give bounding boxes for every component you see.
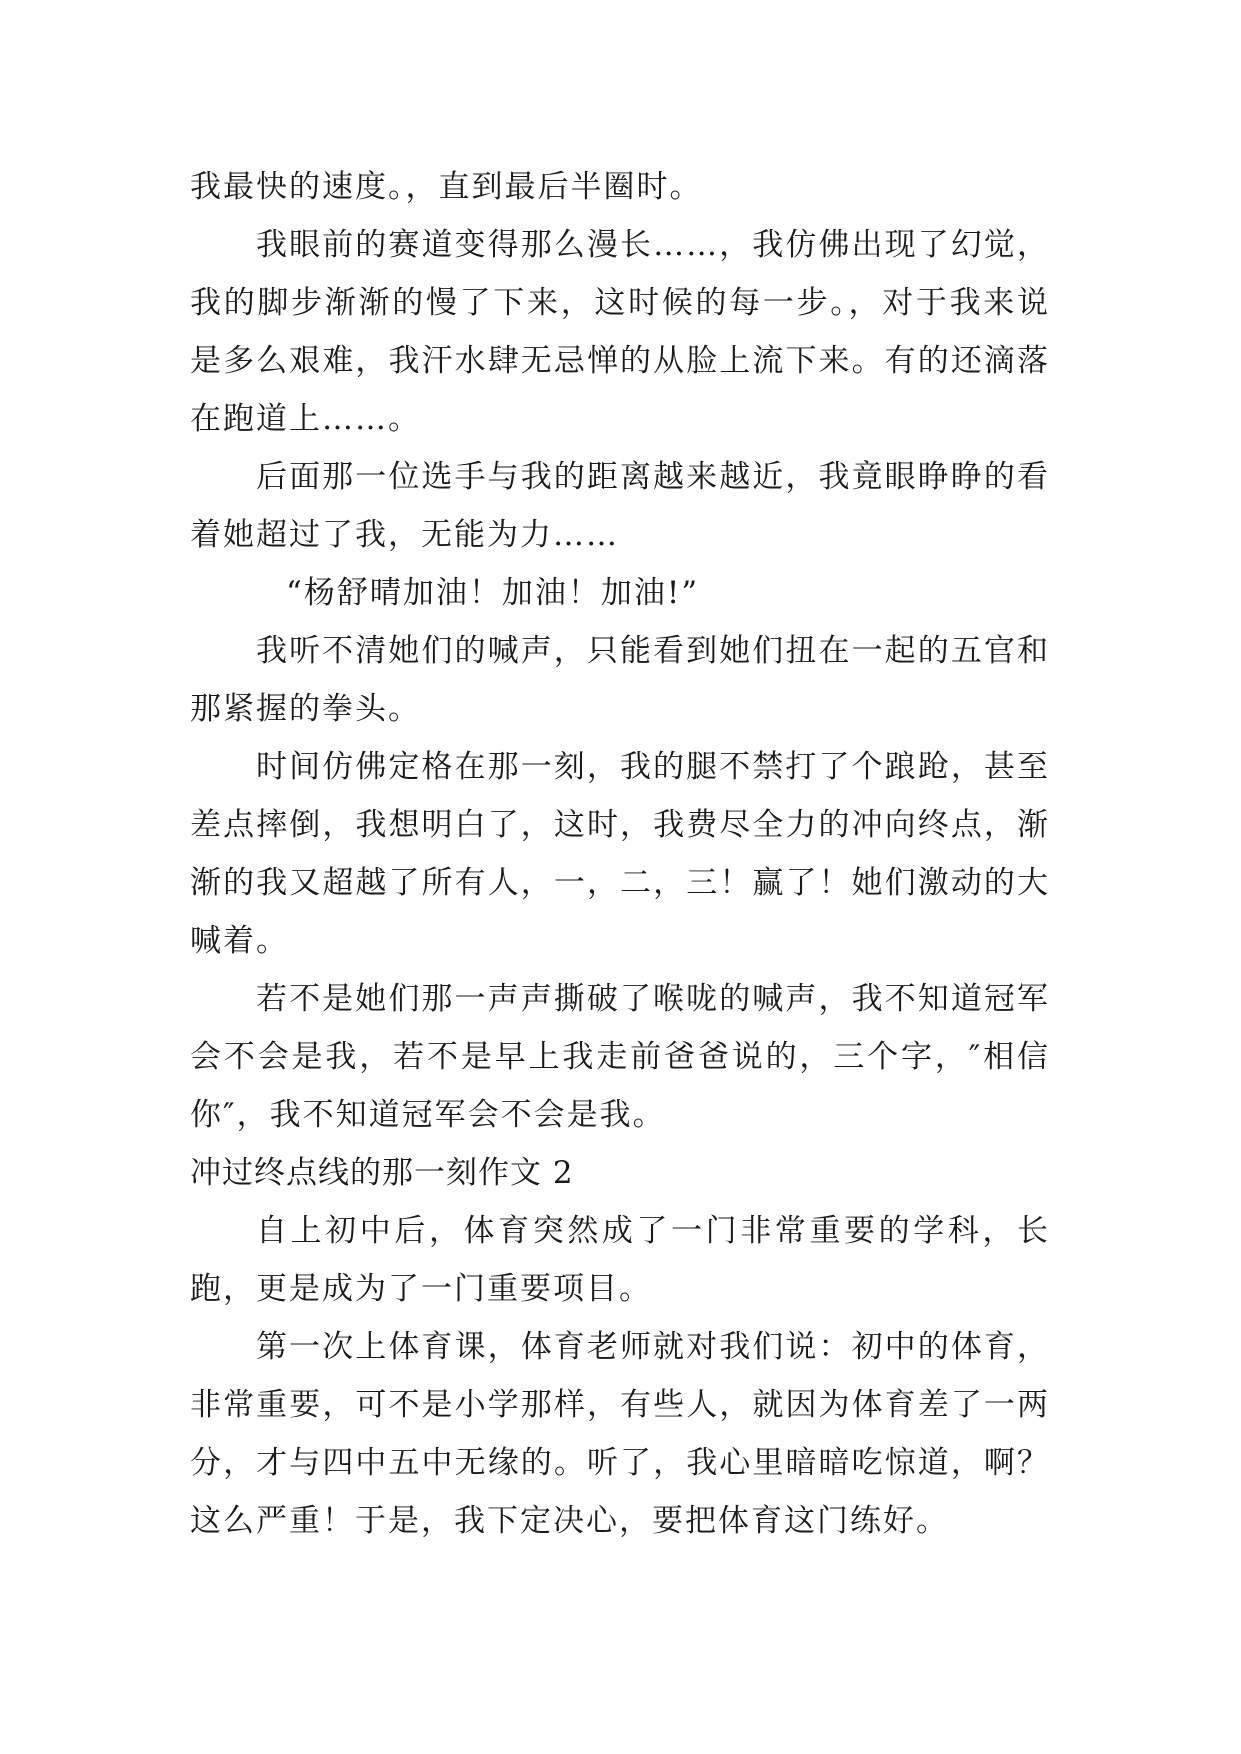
paragraph-8: 自上初中后，体育突然成了一门非常重要的学科，长跑，更是成为了一门重要项目。 xyxy=(190,1213,1050,1307)
paragraph-7: 若不是她们那一声声撕破了喉咙的喊声，我不知道冠军会不会是我，若不是早上我走前爸爸说的，三个字，″相信你″，我不知道冠军会不会是我。 xyxy=(190,981,1050,1133)
paragraph-4-quote: “杨舒晴加油！加油！加油!” xyxy=(286,575,700,611)
paragraph-3: 后面那一位选手与我的距离越来越近，我竟眼睁睁的看着她超过了我，无能为力…… xyxy=(190,459,1050,553)
paragraph-9: 第一次上体育课，体育老师就对我们说：初中的体育，非常重要，可不是小学那样，有些人，就因为体育差了一两分，才与四中五中无缘的。听了，我心里暗暗吃惊道，啊？这么严重！于是，我下定决心，要把体育这门练好。 xyxy=(190,1329,1050,1539)
paragraph-2: 我眼前的赛道变得那么漫长……，我仿佛出现了幻觉，我的脚步渐渐的慢了下来，这时候的每一步。，对于我来说是多么艰难，我汗水肆无忌惮的从脸上流下来。有的还滴落在跑道上……。 xyxy=(190,227,1050,437)
document-body xyxy=(190,158,1050,1550)
paragraph-5: 我听不清她们的喊声，只能看到她们扭在一起的五官和那紧握的拳头。 xyxy=(190,633,1050,727)
paragraph-6: 时间仿佛定格在那一刻，我的腿不禁打了个踉跄，甚至差点摔倒，我想明白了，这时，我费尽全力的冲向终点，渐渐的我又超越了所有人，一，二，三！赢了！她们激动的大喊着。 xyxy=(190,749,1050,959)
section-title: 冲过终点线的那一刻作文 2 xyxy=(190,1155,574,1191)
paragraph-1: 我最快的速度。，直到最后半圈时。 xyxy=(190,169,703,205)
